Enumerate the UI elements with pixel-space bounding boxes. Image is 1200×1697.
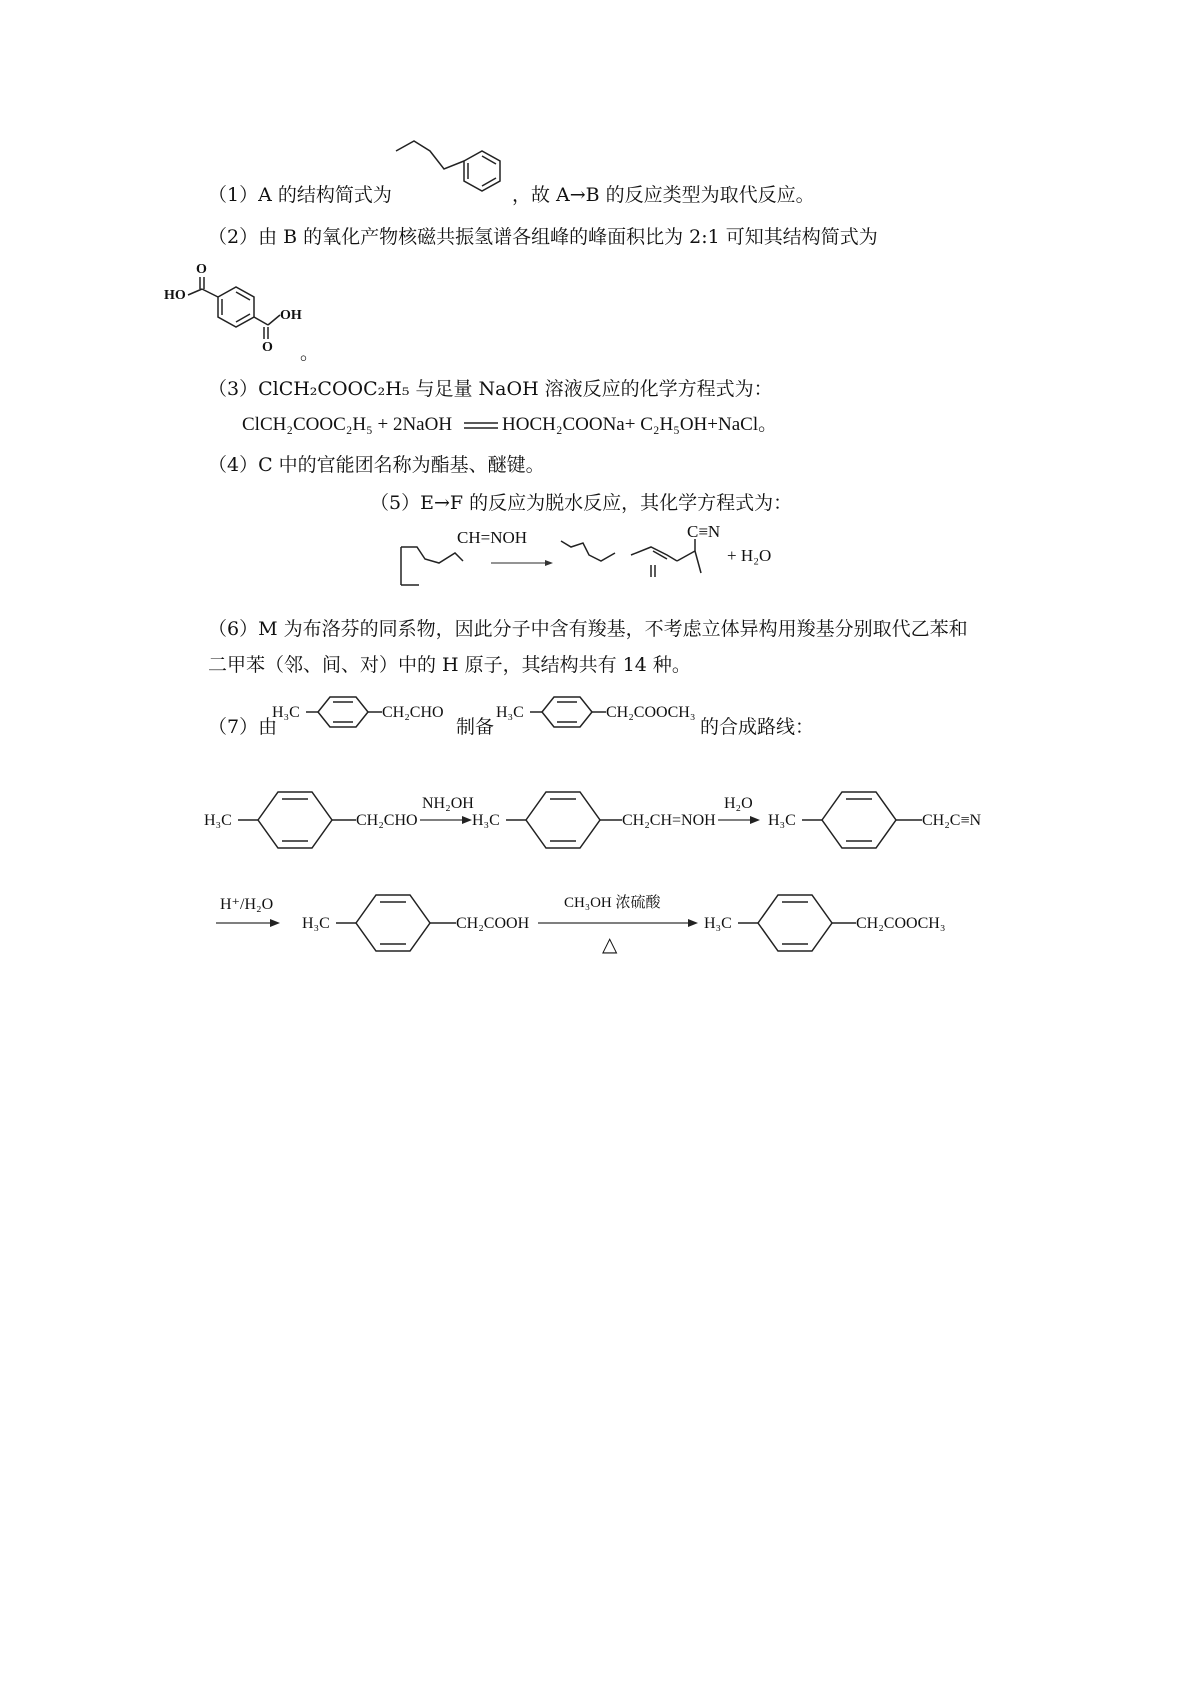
oh-top-label: O bbox=[196, 262, 207, 277]
route-reagent-4: CH₃OH 浓硫酸 bbox=[564, 895, 661, 911]
q5-reactant-group: CH=NOH bbox=[457, 528, 528, 547]
q7-h3c-2: H₃C bbox=[496, 704, 524, 721]
oh-bottom-label: O bbox=[262, 340, 273, 355]
route-reagent-2: H₂O bbox=[724, 795, 753, 812]
q5-plus-water: + H₂O bbox=[727, 546, 772, 565]
synthesis-route-row-1 bbox=[200, 780, 1020, 860]
oh-left-label: HO bbox=[164, 288, 186, 303]
q3-equation-left: ClCH₂COOC₂H₅ + 2NaOH bbox=[242, 414, 453, 435]
q2-text: （2）由 B 的氧化产物核磁共振氢谱各组峰的峰面积比为 2:1 可知其结构简式为 bbox=[208, 226, 878, 248]
route-s5-group: CH₂COOCH₃ bbox=[856, 915, 946, 932]
q7-start-structure bbox=[270, 693, 455, 743]
route-s1-group: CH₂CHO bbox=[356, 812, 418, 829]
route-reagent-3: H⁺/H₂O bbox=[220, 896, 274, 913]
q7-suffix: 的合成路线： bbox=[700, 716, 815, 738]
q3-text: （3）ClCH₂COOC₂H₅ 与足量 NaOH 溶液反应的化学方程式为： bbox=[208, 378, 773, 400]
oh-right-label: OH bbox=[280, 308, 302, 323]
route-h3c-2: H₃C bbox=[472, 812, 500, 829]
route-s2-group: CH₂CH=NOH bbox=[622, 812, 716, 829]
q2-period: 。 bbox=[300, 342, 320, 364]
route-s3-group: CH₂C≡N bbox=[922, 812, 982, 829]
isobutylbenzene-structure bbox=[392, 135, 502, 200]
q7-h3c-1: H₃C bbox=[272, 704, 300, 721]
q1-before: （1）A 的结构简式为 bbox=[208, 184, 392, 206]
route-h3c-4: H₃C bbox=[302, 915, 330, 932]
q3-equals-sign bbox=[462, 420, 502, 432]
q7-start-group: CH₂CHO bbox=[382, 704, 444, 721]
q7-mid: 制备 bbox=[456, 716, 495, 738]
q7-target-group: CH₂COOCH₃ bbox=[606, 704, 696, 721]
q3-equation-right: HOCH₂COONa+ C₂H₅OH+NaCl。 bbox=[502, 414, 778, 435]
q6-line1: （6）M 为布洛芬的同系物，因此分子中含有羧基，不考虑立体异构用羧基分别取代乙苯和 bbox=[208, 618, 968, 640]
q1-after: ，故 A→B 的反应类型为取代反应。 bbox=[512, 184, 815, 206]
q7-target-structure bbox=[494, 693, 704, 743]
route-h3c-3: H₃C bbox=[768, 812, 796, 829]
route-h3c-1: H₃C bbox=[204, 812, 232, 829]
route-reagent-1: NH₂OH bbox=[422, 795, 474, 812]
synthesis-route-row-2 bbox=[210, 885, 980, 970]
q4-text: （4）C 中的官能团名称为酯基、醚键。 bbox=[208, 454, 545, 476]
q5-equation bbox=[395, 522, 815, 595]
route-heat-condition: △ bbox=[602, 934, 618, 956]
route-s4-group: CH₂COOH bbox=[456, 915, 530, 932]
q6-line2: 二甲苯（邻、间、对）中的 H 原子，其结构共有 14 种。 bbox=[208, 654, 691, 676]
q5-product-group: C≡N bbox=[687, 522, 721, 541]
route-h3c-5: H₃C bbox=[704, 915, 732, 932]
q7-prefix: （7）由 bbox=[208, 716, 278, 738]
q5-text: （5）E→F 的反应为脱水反应，其化学方程式为： bbox=[370, 492, 793, 514]
